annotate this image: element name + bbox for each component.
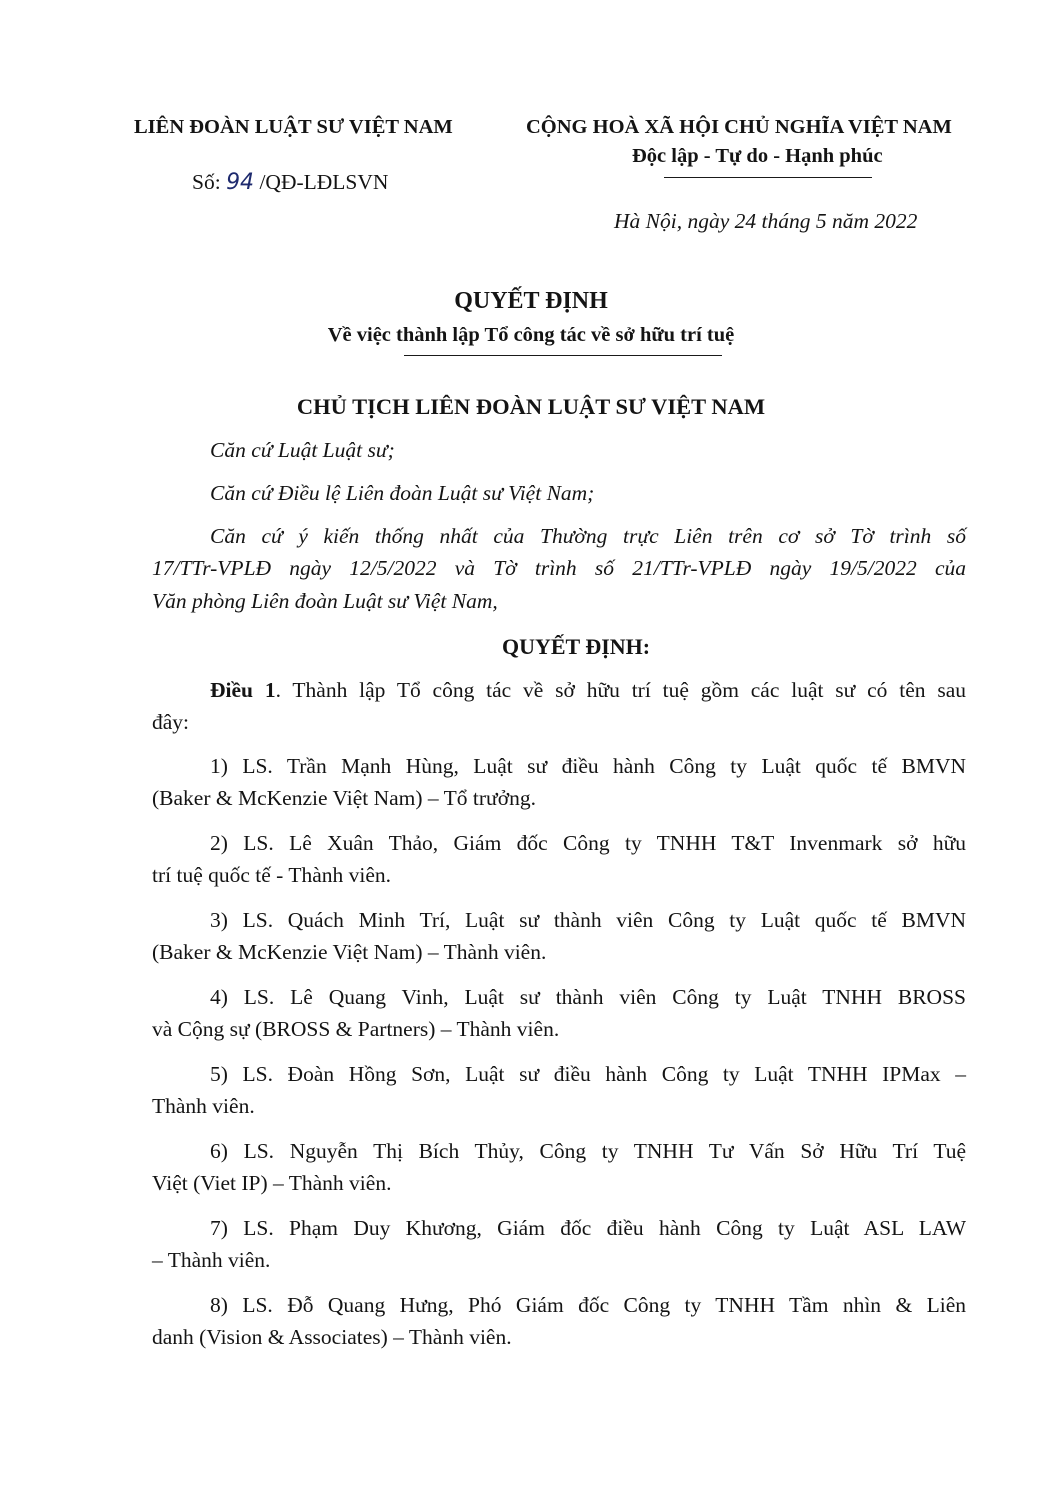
member-5-line-1: 5) LS. Đoàn Hồng Sơn, Luật sư điều hành Công ty Luật TNHH IPMax – <box>210 1062 966 1086</box>
basis-3-line-2: 17/TTr-VPLĐ ngày 12/5/2022 và Tờ trình số 21/TTr-VPLĐ ngày 19/5/2022 của <box>152 556 966 580</box>
issuing-authority: CHỦ TỊCH LIÊN ĐOÀN LUẬT SƯ VIỆT NAM <box>296 394 766 419</box>
member-1-line-2: (Baker & McKenzie Việt Nam) – Tổ trưởng. <box>152 786 536 810</box>
member-7-line-1: 7) LS. Phạm Duy Khương, Giám đốc điều hành Công ty Luật ASL LAW <box>210 1216 966 1240</box>
member-3-line-1: 3) LS. Quách Minh Trí, Luật sư thành viên Công ty Luật quốc tế BMVN <box>210 908 966 932</box>
document-title: QUYẾT ĐỊNH <box>454 288 608 314</box>
doc-number-suffix: /QĐ-LĐLSVN <box>259 170 389 194</box>
member-8-line-2: danh (Vision & Associates) – Thành viên. <box>152 1325 512 1349</box>
doc-number-prefix: Số: <box>192 170 221 194</box>
article-1-text: . Thành lập Tổ công tác về sở hữu trí tuệ gồm các luật sư có tên sau <box>275 678 966 702</box>
basis-3-line-1: Căn cứ ý kiến thống nhất của Thường trực Liên trên cơ sở Tờ trình số <box>210 524 966 548</box>
org-name: LIÊN ĐOÀN LUẬT SƯ VIỆT NAM <box>134 116 453 138</box>
member-1-line-1: 1) LS. Trần Mạnh Hùng, Luật sư điều hành Công ty Luật quốc tế BMVN <box>210 754 966 778</box>
document-subject: Về việc thành lập Tổ công tác về sở hữu trí tuệ <box>327 324 735 346</box>
decision-heading: QUYẾT ĐỊNH: <box>502 634 651 659</box>
basis-1: Căn cứ Luật Luật sư; <box>210 438 395 462</box>
member-7-line-2: – Thành viên. <box>152 1248 271 1272</box>
member-5-line-2: Thành viên. <box>152 1094 255 1118</box>
basis-3-line-3: Văn phòng Liên đoàn Luật sư Việt Nam, <box>152 589 498 613</box>
place-date: Hà Nội, ngày 24 tháng 5 năm 2022 <box>614 209 918 233</box>
article-1-line-1 <box>210 678 966 703</box>
motto-underline <box>664 177 872 178</box>
member-6-line-2: Việt (Viet IP) – Thành viên. <box>152 1171 392 1195</box>
basis-2: Căn cứ Điều lệ Liên đoàn Luật sư Việt Nam; <box>210 481 595 505</box>
member-8-line-1: 8) LS. Đỗ Quang Hưng, Phó Giám đốc Công ty TNHH Tầm nhìn & Liên <box>210 1293 966 1317</box>
article-1-label: Điều 1 <box>210 678 276 702</box>
article-1-line-2: đây: <box>152 710 190 734</box>
doc-number-handwritten: 94 <box>226 170 255 195</box>
member-2-line-1: 2) LS. Lê Xuân Thảo, Giám đốc Công ty TNHH T&T Invenmark sở hữu <box>210 831 966 855</box>
member-2-line-2: trí tuệ quốc tế - Thành viên. <box>152 863 392 887</box>
doc-number <box>192 170 388 195</box>
member-3-line-2: (Baker & McKenzie Việt Nam) – Thành viên. <box>152 940 547 964</box>
member-4-line-1: 4) LS. Lê Quang Vinh, Luật sư thành viên Công ty Luật TNHH BROSS <box>210 985 966 1009</box>
country-name: CỘNG HOÀ XÃ HỘI CHỦ NGHĨA VIỆT NAM <box>526 116 952 138</box>
member-4-line-2: và Cộng sự (BROSS & Partners) – Thành viên. <box>152 1017 560 1041</box>
member-6-line-1: 6) LS. Nguyễn Thị Bích Thủy, Công ty TNHH Tư Vấn Sở Hữu Trí Tuệ <box>210 1139 966 1163</box>
national-motto: Độc lập - Tự do - Hạnh phúc <box>632 145 883 167</box>
subject-underline <box>404 355 722 356</box>
